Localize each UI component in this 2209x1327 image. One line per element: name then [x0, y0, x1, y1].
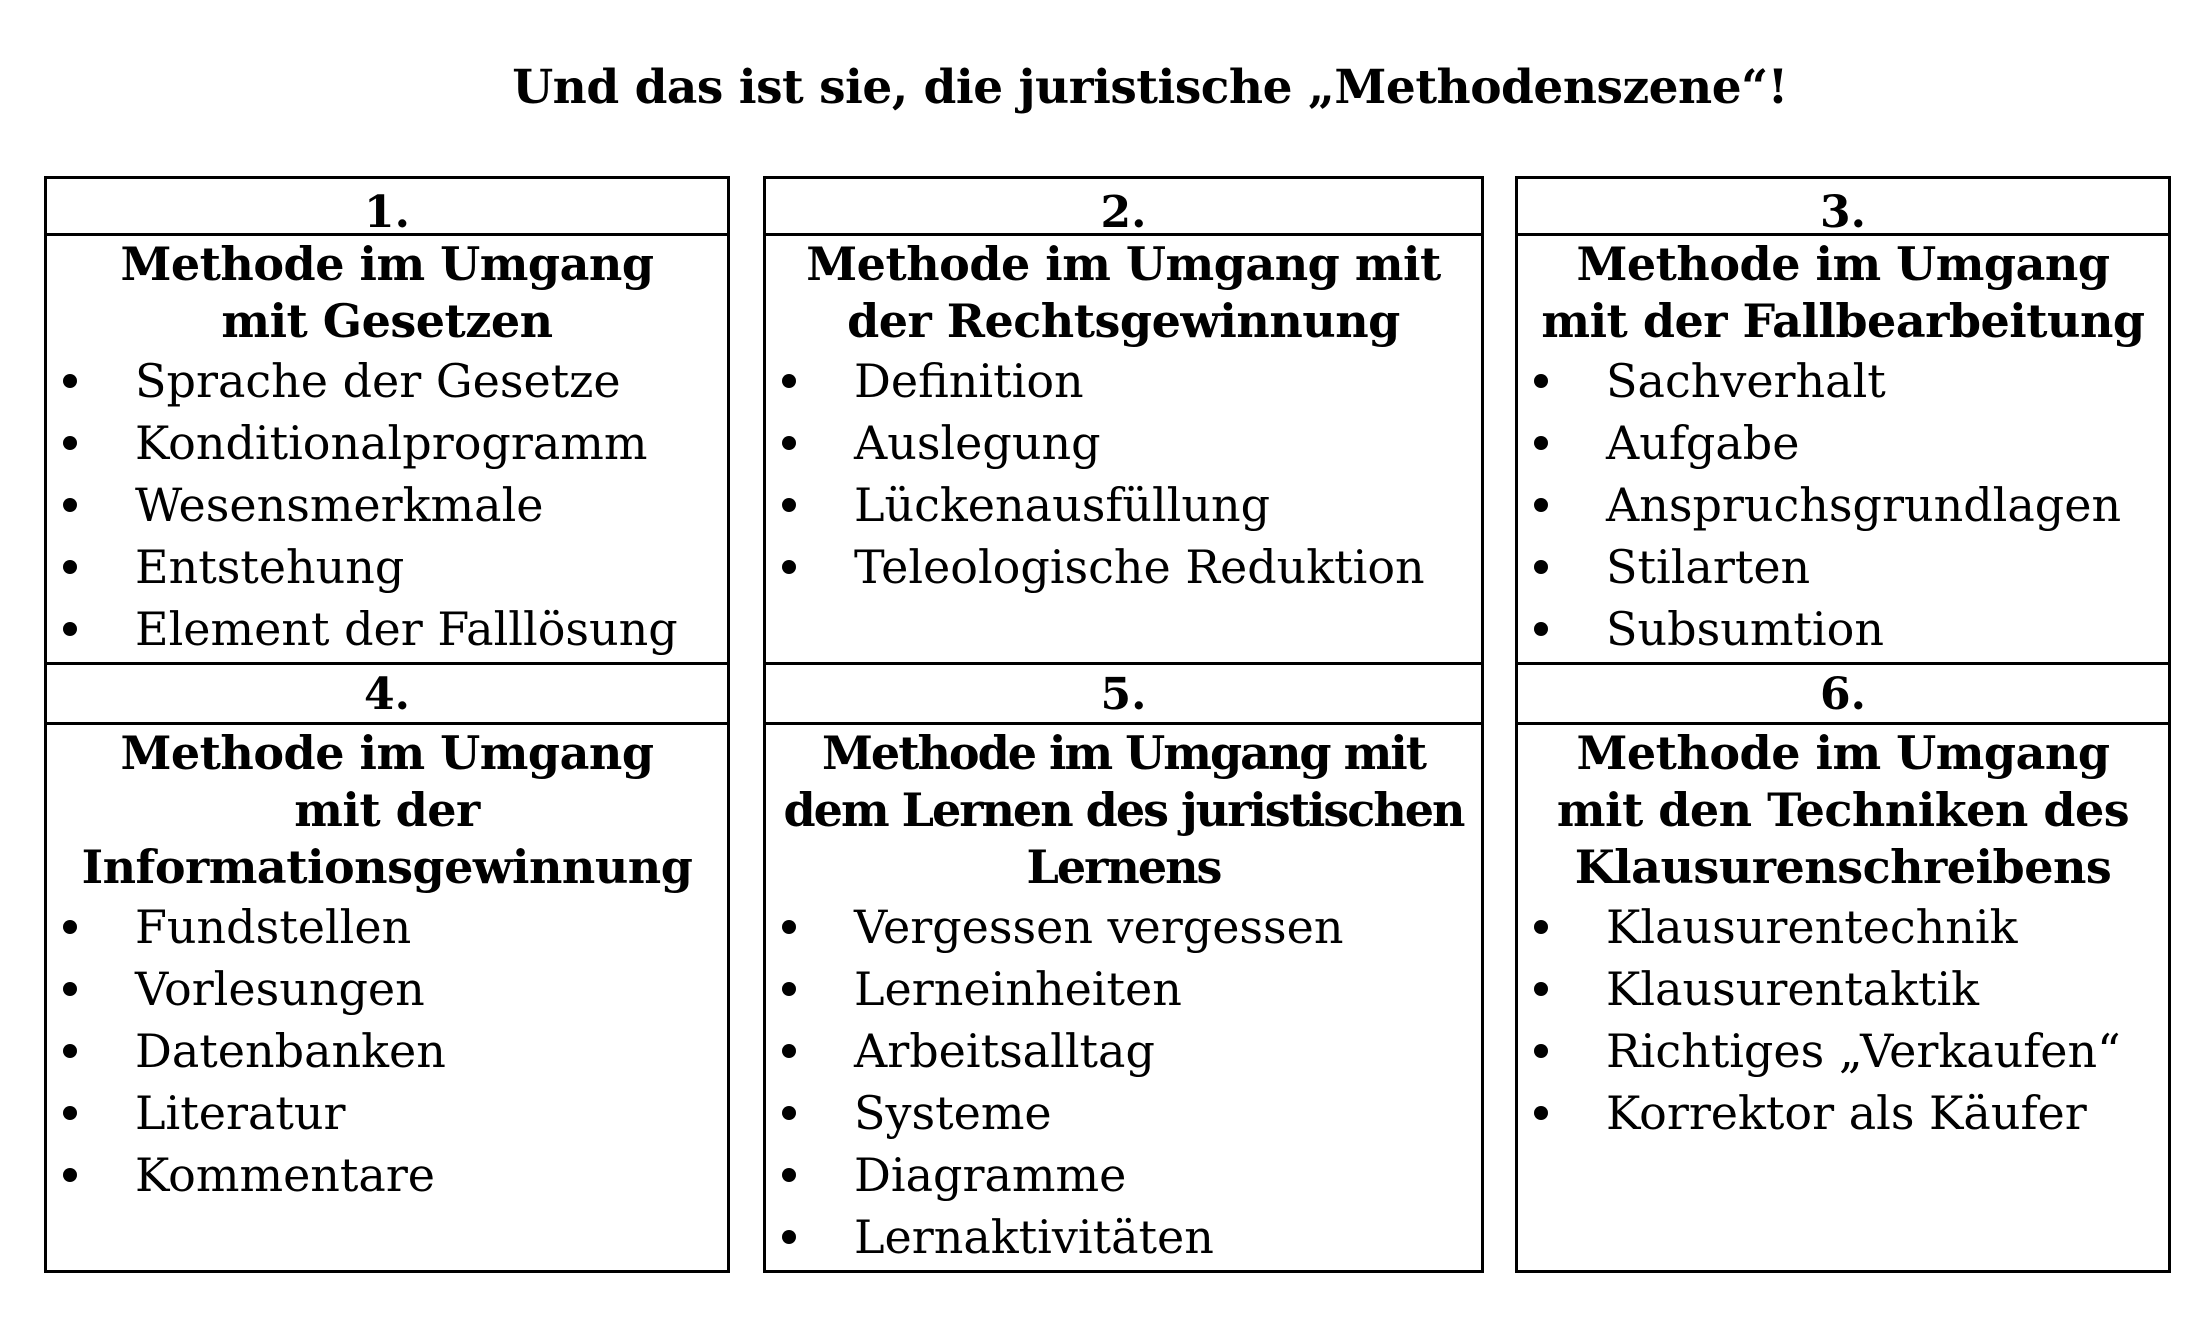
page-title: Und das ist sie, die juristische „Methodenszene“!	[512, 60, 1788, 115]
bullet-icon	[63, 1044, 77, 1058]
list-item	[1518, 536, 2168, 598]
list-item-text: Arbeitsalltag	[854, 1024, 1155, 1078]
heading-line: mit der	[294, 783, 480, 837]
heading-line: Methode im Umgang	[1576, 726, 2110, 780]
list-item	[766, 1144, 1481, 1206]
list-item-text: Lückenausfüllung	[854, 478, 1271, 532]
bullet-icon	[63, 622, 77, 636]
list-item-text: Diagramme	[854, 1148, 1127, 1202]
heading-line: Informationsgewinnung	[81, 840, 693, 894]
list-item-text: Wesensmerkmale	[135, 478, 544, 532]
bullet-list	[766, 896, 1481, 1268]
list-item-text: Entstehung	[135, 540, 405, 594]
bullet-icon	[782, 920, 796, 934]
list-item	[1518, 1082, 2168, 1144]
heading-line: dem Lernen des juristischen	[783, 783, 1464, 837]
bullet-list	[1518, 896, 2168, 1144]
heading-line: mit den Techniken des	[1556, 783, 2130, 837]
list-item	[766, 896, 1481, 958]
box-heading	[47, 236, 727, 350]
bullet-icon	[63, 436, 77, 450]
list-item	[1518, 412, 2168, 474]
list-item-text: Vergessen vergessen	[854, 900, 1344, 954]
bullet-icon	[1534, 622, 1548, 636]
method-box-5	[763, 665, 1484, 1273]
bullet-list	[47, 896, 727, 1206]
list-item	[47, 474, 727, 536]
list-item	[766, 1206, 1481, 1268]
box-heading	[1518, 236, 2168, 350]
list-item	[47, 896, 727, 958]
list-item-text: Sachverhalt	[1606, 354, 1886, 408]
bullet-icon	[63, 498, 77, 512]
list-item-text: Lerneinheiten	[854, 962, 1182, 1016]
box-number: 1.	[47, 179, 727, 236]
bullet-icon	[1534, 1106, 1548, 1120]
box-heading	[1518, 725, 2168, 896]
list-item-text: Lernaktivitäten	[854, 1210, 1214, 1264]
bullet-icon	[782, 374, 796, 388]
bullet-icon	[782, 1230, 796, 1244]
list-item-text: Anspruchsgrundlagen	[1606, 478, 2122, 532]
box-heading	[766, 725, 1481, 896]
heading-line: Methode im Umgang mit	[806, 237, 1441, 291]
box-heading	[47, 725, 727, 896]
list-item	[47, 1144, 727, 1206]
heading-line: der Rechtsgewinnung	[847, 294, 1400, 348]
list-item-text: Konditionalprogramm	[135, 416, 648, 470]
bullet-icon	[63, 982, 77, 996]
list-item-text: Klausurentechnik	[1606, 900, 2018, 954]
box-number: 4.	[47, 665, 727, 725]
box-number: 3.	[1518, 179, 2168, 236]
method-box-4	[44, 665, 730, 1273]
heading-line: mit Gesetzen	[221, 294, 553, 348]
list-item	[766, 412, 1481, 474]
list-item-text: Sprache der Gesetze	[135, 354, 621, 408]
bullet-icon	[782, 1044, 796, 1058]
list-item-text: Systeme	[854, 1086, 1052, 1140]
heading-line: Klausurenschreibens	[1574, 840, 2112, 894]
bullet-icon	[63, 374, 77, 388]
list-item-text: Teleologische Reduktion	[854, 540, 1425, 594]
list-item-text: Kommentare	[135, 1148, 436, 1202]
list-item	[1518, 896, 2168, 958]
list-item	[47, 598, 727, 660]
method-box-3	[1515, 176, 2171, 665]
list-item	[47, 1020, 727, 1082]
list-item	[1518, 350, 2168, 412]
list-item-text: Element der Falllösung	[135, 602, 678, 656]
list-item-text: Richtiges „Verkaufen“	[1606, 1024, 2121, 1078]
list-item-text: Datenbanken	[135, 1024, 446, 1078]
list-item	[1518, 474, 2168, 536]
list-item	[47, 412, 727, 474]
list-item	[766, 958, 1481, 1020]
heading-line: Methode im Umgang	[120, 726, 654, 780]
bullet-icon	[782, 436, 796, 450]
heading-line: mit der Fallbearbeitung	[1541, 294, 2145, 348]
list-item	[1518, 1020, 2168, 1082]
bullet-icon	[782, 1168, 796, 1182]
bullet-list	[47, 350, 727, 660]
heading-line: Methode im Umgang mit	[822, 726, 1425, 780]
list-item	[766, 536, 1481, 598]
list-item-text: Klausurentaktik	[1606, 962, 1980, 1016]
list-item	[1518, 598, 2168, 660]
bullet-icon	[63, 560, 77, 574]
list-item-text: Definition	[854, 354, 1084, 408]
bullet-icon	[1534, 560, 1548, 574]
bullet-icon	[782, 982, 796, 996]
bullet-icon	[782, 560, 796, 574]
box-number: 2.	[766, 179, 1481, 236]
list-item-text: Aufgabe	[1606, 416, 1800, 470]
method-box-2	[763, 176, 1484, 665]
list-item	[766, 1020, 1481, 1082]
bullet-icon	[63, 1168, 77, 1182]
list-item	[766, 474, 1481, 536]
bullet-icon	[63, 920, 77, 934]
bullet-icon	[1534, 436, 1548, 450]
list-item	[47, 958, 727, 1020]
list-item	[47, 350, 727, 412]
list-item-text: Stilarten	[1606, 540, 1811, 594]
list-item-text: Subsumtion	[1606, 602, 1884, 656]
list-item	[1518, 958, 2168, 1020]
bullet-icon	[1534, 374, 1548, 388]
method-box-1	[44, 176, 730, 665]
box-number: 6.	[1518, 665, 2168, 725]
bullet-icon	[1534, 1044, 1548, 1058]
list-item	[766, 1082, 1481, 1144]
heading-line: Methode im Umgang	[120, 237, 654, 291]
list-item-text: Auslegung	[854, 416, 1101, 470]
box-heading	[766, 236, 1481, 350]
bullet-list	[766, 350, 1481, 598]
list-item	[47, 1082, 727, 1144]
bullet-icon	[782, 498, 796, 512]
list-item-text: Korrektor als Käufer	[1606, 1086, 2087, 1140]
heading-line: Methode im Umgang	[1576, 237, 2110, 291]
list-item	[766, 350, 1481, 412]
bullet-icon	[1534, 498, 1548, 512]
list-item-text: Fundstellen	[135, 900, 412, 954]
method-box-6	[1515, 665, 2171, 1273]
bullet-list	[1518, 350, 2168, 660]
list-item	[47, 536, 727, 598]
heading-line: Lernens	[1026, 840, 1221, 894]
list-item-text: Vorlesungen	[135, 962, 425, 1016]
bullet-icon	[782, 1106, 796, 1120]
bullet-icon	[1534, 982, 1548, 996]
list-item-text: Literatur	[135, 1086, 346, 1140]
bullet-icon	[1534, 920, 1548, 934]
box-number: 5.	[766, 665, 1481, 725]
bullet-icon	[63, 1106, 77, 1120]
